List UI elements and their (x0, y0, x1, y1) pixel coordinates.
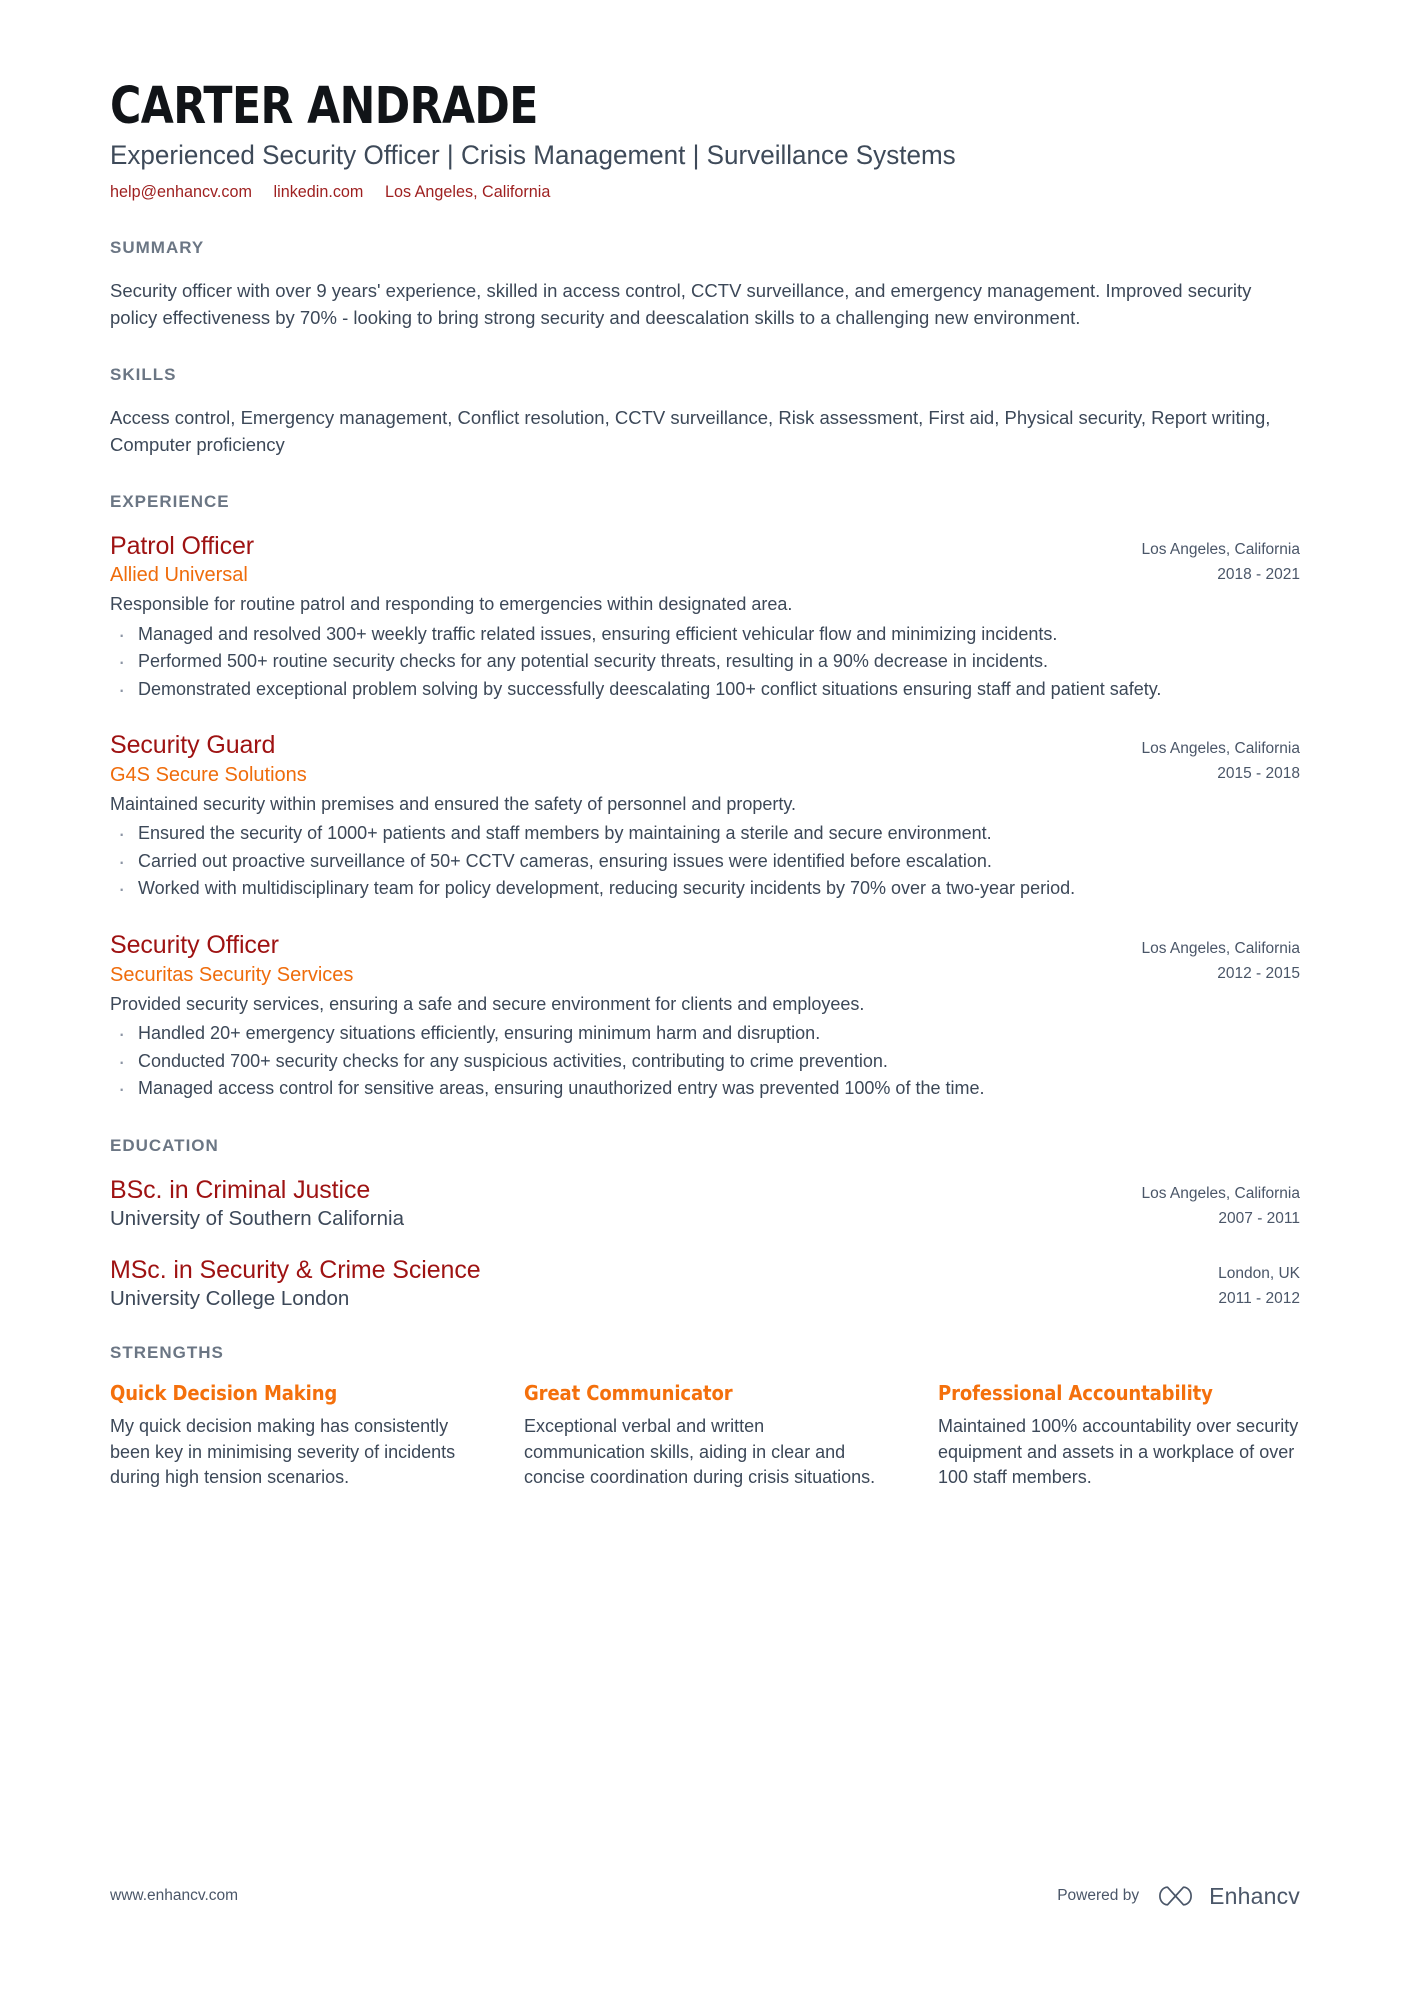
contact-location: Los Angeles, California (384, 183, 551, 202)
experience-entry (110, 531, 1300, 703)
experience-bullet-list (110, 622, 1300, 703)
experience-bullet: · Managed access control for sensitive areas, ensuring unauthorized entry was prevented 100% of the time. (110, 1076, 1300, 1102)
powered-by-label: Powered by (1057, 1887, 1140, 1904)
section-title-summary: SUMMARY (110, 237, 205, 257)
experience-bullet: · Conducted 700+ security checks for any suspicious activities, contributing to crime prevention. (110, 1049, 1300, 1075)
enhancv-logo (1153, 1882, 1300, 1910)
experience-bullet: · Demonstrated exceptional problem solving by successfully deescalating 100+ conflict situations ensuring staff and patient safety. (110, 677, 1300, 703)
section-strengths (110, 1343, 1300, 1491)
education-dates: 2007 - 2011 (1218, 1209, 1300, 1227)
candidate-name: CARTER ANDRADE (110, 77, 538, 136)
strength-item (110, 1380, 472, 1491)
strength-text: Maintained 100% accountability over security equipment and assets in a workplace of over 100 staff members. (938, 1415, 1299, 1488)
experience-bullet: · Handled 20+ emergency situations efficiently, ensuring minimum harm and disruption. (110, 1021, 1300, 1047)
footer-brand-group (1057, 1882, 1300, 1910)
experience-description: Responsible for routine patrol and responding to emergencies within designated area. (110, 594, 793, 615)
education-entry (110, 1175, 1300, 1233)
section-education (110, 1136, 1300, 1313)
experience-bullet-list (110, 1021, 1300, 1102)
enhancv-wordmark: Enhancv (1209, 1882, 1300, 1909)
education-location: London, UK (1218, 1264, 1300, 1282)
strength-title: Great Communicator (524, 1380, 733, 1405)
resume-footer (110, 1882, 1300, 1910)
strengths-grid (110, 1380, 1300, 1491)
strength-item (524, 1380, 886, 1491)
experience-entry (110, 730, 1300, 902)
education-location: Los Angeles, California (1141, 1184, 1300, 1202)
strength-item (938, 1380, 1300, 1491)
section-experience (110, 492, 1300, 1102)
experience-company: Securitas Security Services (110, 963, 354, 986)
section-skills (110, 365, 1300, 458)
section-title-education: EDUCATION (110, 1135, 219, 1155)
experience-job-title: Security Guard (110, 731, 276, 760)
contact-email[interactable]: help@enhancv.com (110, 183, 252, 202)
experience-bullet: · Carried out proactive surveillance of 50+ CCTV cameras, ensuring issues were identified before escalation. (110, 849, 1300, 875)
experience-bullet-list (110, 821, 1300, 902)
experience-dates: 2015 - 2018 (1217, 765, 1300, 783)
education-dates: 2011 - 2012 (1218, 1289, 1300, 1307)
experience-bullet: · Performed 500+ routine security checks for any potential security threats, resulting in a 90% decrease in incidents. (110, 649, 1300, 675)
experience-bullet: · Managed and resolved 300+ weekly traffic related issues, ensuring efficient vehicular flow and minimizing incidents. (110, 622, 1300, 648)
education-degree: BSc. in Criminal Justice (110, 1175, 371, 1204)
contact-row (110, 182, 1276, 203)
strength-text: My quick decision making has consistently been key in minimising severity of incidents during high tension scenarios. (110, 1415, 456, 1488)
enhancv-infinity-icon (1153, 1882, 1199, 1910)
resume-header (110, 78, 1300, 204)
footer-website-url[interactable]: www.enhancv.com (110, 1887, 239, 1904)
experience-company: Allied Universal (110, 564, 248, 587)
experience-description: Maintained security within premises and ensured the safety of personnel and property. (110, 793, 797, 814)
experience-location: Los Angeles, California (1141, 540, 1300, 558)
contact-linkedin[interactable]: linkedin.com (273, 183, 364, 202)
experience-dates: 2018 - 2021 (1217, 565, 1300, 583)
experience-location: Los Angeles, California (1141, 740, 1300, 758)
section-title-strengths: STRENGTHS (110, 1342, 224, 1362)
strength-title: Professional Accountability (938, 1380, 1213, 1405)
candidate-headline: Experienced Security Officer | Crisis Management | Surveillance Systems (110, 140, 956, 171)
section-title-experience: EXPERIENCE (110, 491, 230, 511)
section-title-skills: SKILLS (110, 364, 177, 384)
education-entry (110, 1255, 1300, 1313)
education-institution: University College London (110, 1287, 350, 1311)
education-institution: University of Southern California (110, 1207, 404, 1231)
experience-location: Los Angeles, California (1141, 940, 1300, 958)
experience-bullet: · Worked with multidisciplinary team for policy development, reducing security incidents by 70% over a two-year period. (110, 876, 1300, 902)
section-summary (110, 238, 1300, 331)
experience-job-title: Patrol Officer (110, 531, 255, 560)
education-degree: MSc. in Security & Crime Science (110, 1255, 481, 1284)
experience-dates: 2012 - 2015 (1217, 965, 1300, 983)
strength-title: Quick Decision Making (110, 1380, 338, 1405)
experience-bullet: · Ensured the security of 1000+ patients and staff members by maintaining a sterile and secure environment. (110, 821, 1300, 847)
experience-entry (110, 930, 1300, 1102)
strength-text: Exceptional verbal and written communication skills, aiding in clear and concise coordination during crisis situations. (524, 1415, 876, 1488)
skills-text: Access control, Emergency management, Conflict resolution, CCTV surveillance, Risk assessment, First aid, Physical security, Report writing, Computer proficiency (110, 406, 1271, 455)
experience-description: Provided security services, ensuring a safe and secure environment for clients and employees. (110, 993, 865, 1014)
summary-text: Security officer with over 9 years' experience, skilled in access control, CCTV surveillance, and emergency management. Improved security policy effectiveness by 70% - looking to bring strong security and deescalation skills to a challenging new environment. (110, 279, 1252, 328)
experience-job-title: Security Officer (110, 931, 279, 960)
experience-company: G4S Secure Solutions (110, 763, 307, 786)
